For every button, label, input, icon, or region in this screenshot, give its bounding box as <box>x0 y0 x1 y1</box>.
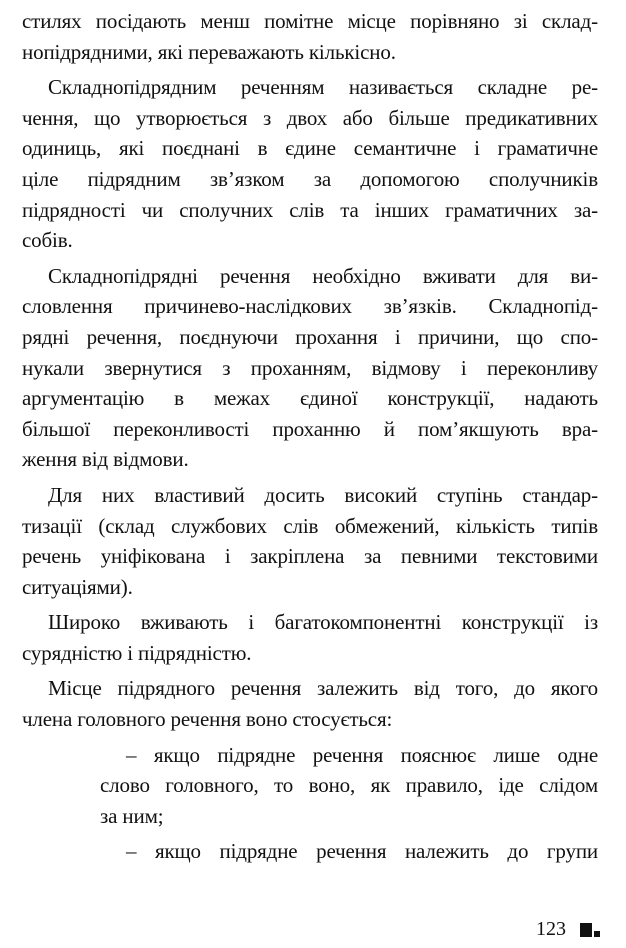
paragraph <box>22 6 598 67</box>
text-line: підрядності чи сполучних слів та інших граматичних за- <box>22 197 598 222</box>
paragraph <box>22 607 598 668</box>
text-line: члена головного речення воно стосується: <box>22 707 393 732</box>
text-line: аргументацію в межах єдиної конструкції, надають <box>22 386 598 411</box>
text-line: ситуаціями). <box>22 574 133 599</box>
list-item <box>100 740 598 832</box>
list-item <box>100 836 598 867</box>
text-line: сурядністю і підрядністю. <box>22 640 252 665</box>
text-line: нопідрядними, які переважають кількісно. <box>22 39 396 64</box>
text-line: собів. <box>22 228 73 253</box>
text-line: за ним; <box>100 803 164 828</box>
page-number: 123 <box>536 918 566 940</box>
text-line: більшої переконливості проханню й пом’якшують вра- <box>22 416 598 441</box>
text-line: рядні речення, поєднуючи прохання і причини, що спо- <box>22 324 598 349</box>
text-line: Складнопідрядним реченням називається складне ре- <box>48 75 598 100</box>
text-line: слово головного, то воно, як правило, іде слідом <box>100 773 598 798</box>
paragraph <box>22 261 598 475</box>
paragraph <box>22 673 598 734</box>
bullet-list <box>100 740 598 867</box>
paragraph <box>22 480 598 602</box>
body-text <box>22 6 598 872</box>
text-line: чення, що утворюється з двох або більше предикативних <box>22 105 598 130</box>
text-line: нукали звернутися з проханням, відмову і переконливу <box>22 355 598 380</box>
text-line: ження від відмови. <box>22 447 189 472</box>
text-line: Для них властивий досить високий ступінь стандар- <box>48 482 598 507</box>
text-line: словлення причинево-наслідкових зв’язків. Складнопід- <box>22 294 598 319</box>
text-line: Місце підрядного речення залежить від того, до якого <box>48 676 598 701</box>
text-line: Широко вживають і багатокомпонентні конструкції із <box>48 610 598 635</box>
text-line: речень уніфікована і закріплена за певними текстовими <box>22 544 598 569</box>
text-line: ціле підрядним зв’язком за допомогою сполучників <box>22 166 598 191</box>
text-line: – якщо підрядне речення належить до групи <box>126 839 598 864</box>
text-line: стилях посідають менш помітне місце порівняно зі склад- <box>22 9 598 33</box>
page-footer <box>536 918 600 941</box>
text-line: Складнопідрядні речення необхідно вживати для ви- <box>48 263 598 288</box>
text-line: одиниць, які поєднані в єдине семантичне і граматичне <box>22 136 598 161</box>
paragraph <box>22 72 598 256</box>
text-line: тизації (склад службових слів обмежений, кількість типів <box>22 513 598 538</box>
section-mark-icon <box>580 923 600 937</box>
text-line: – якщо підрядне речення пояснює лише одне <box>126 742 598 767</box>
